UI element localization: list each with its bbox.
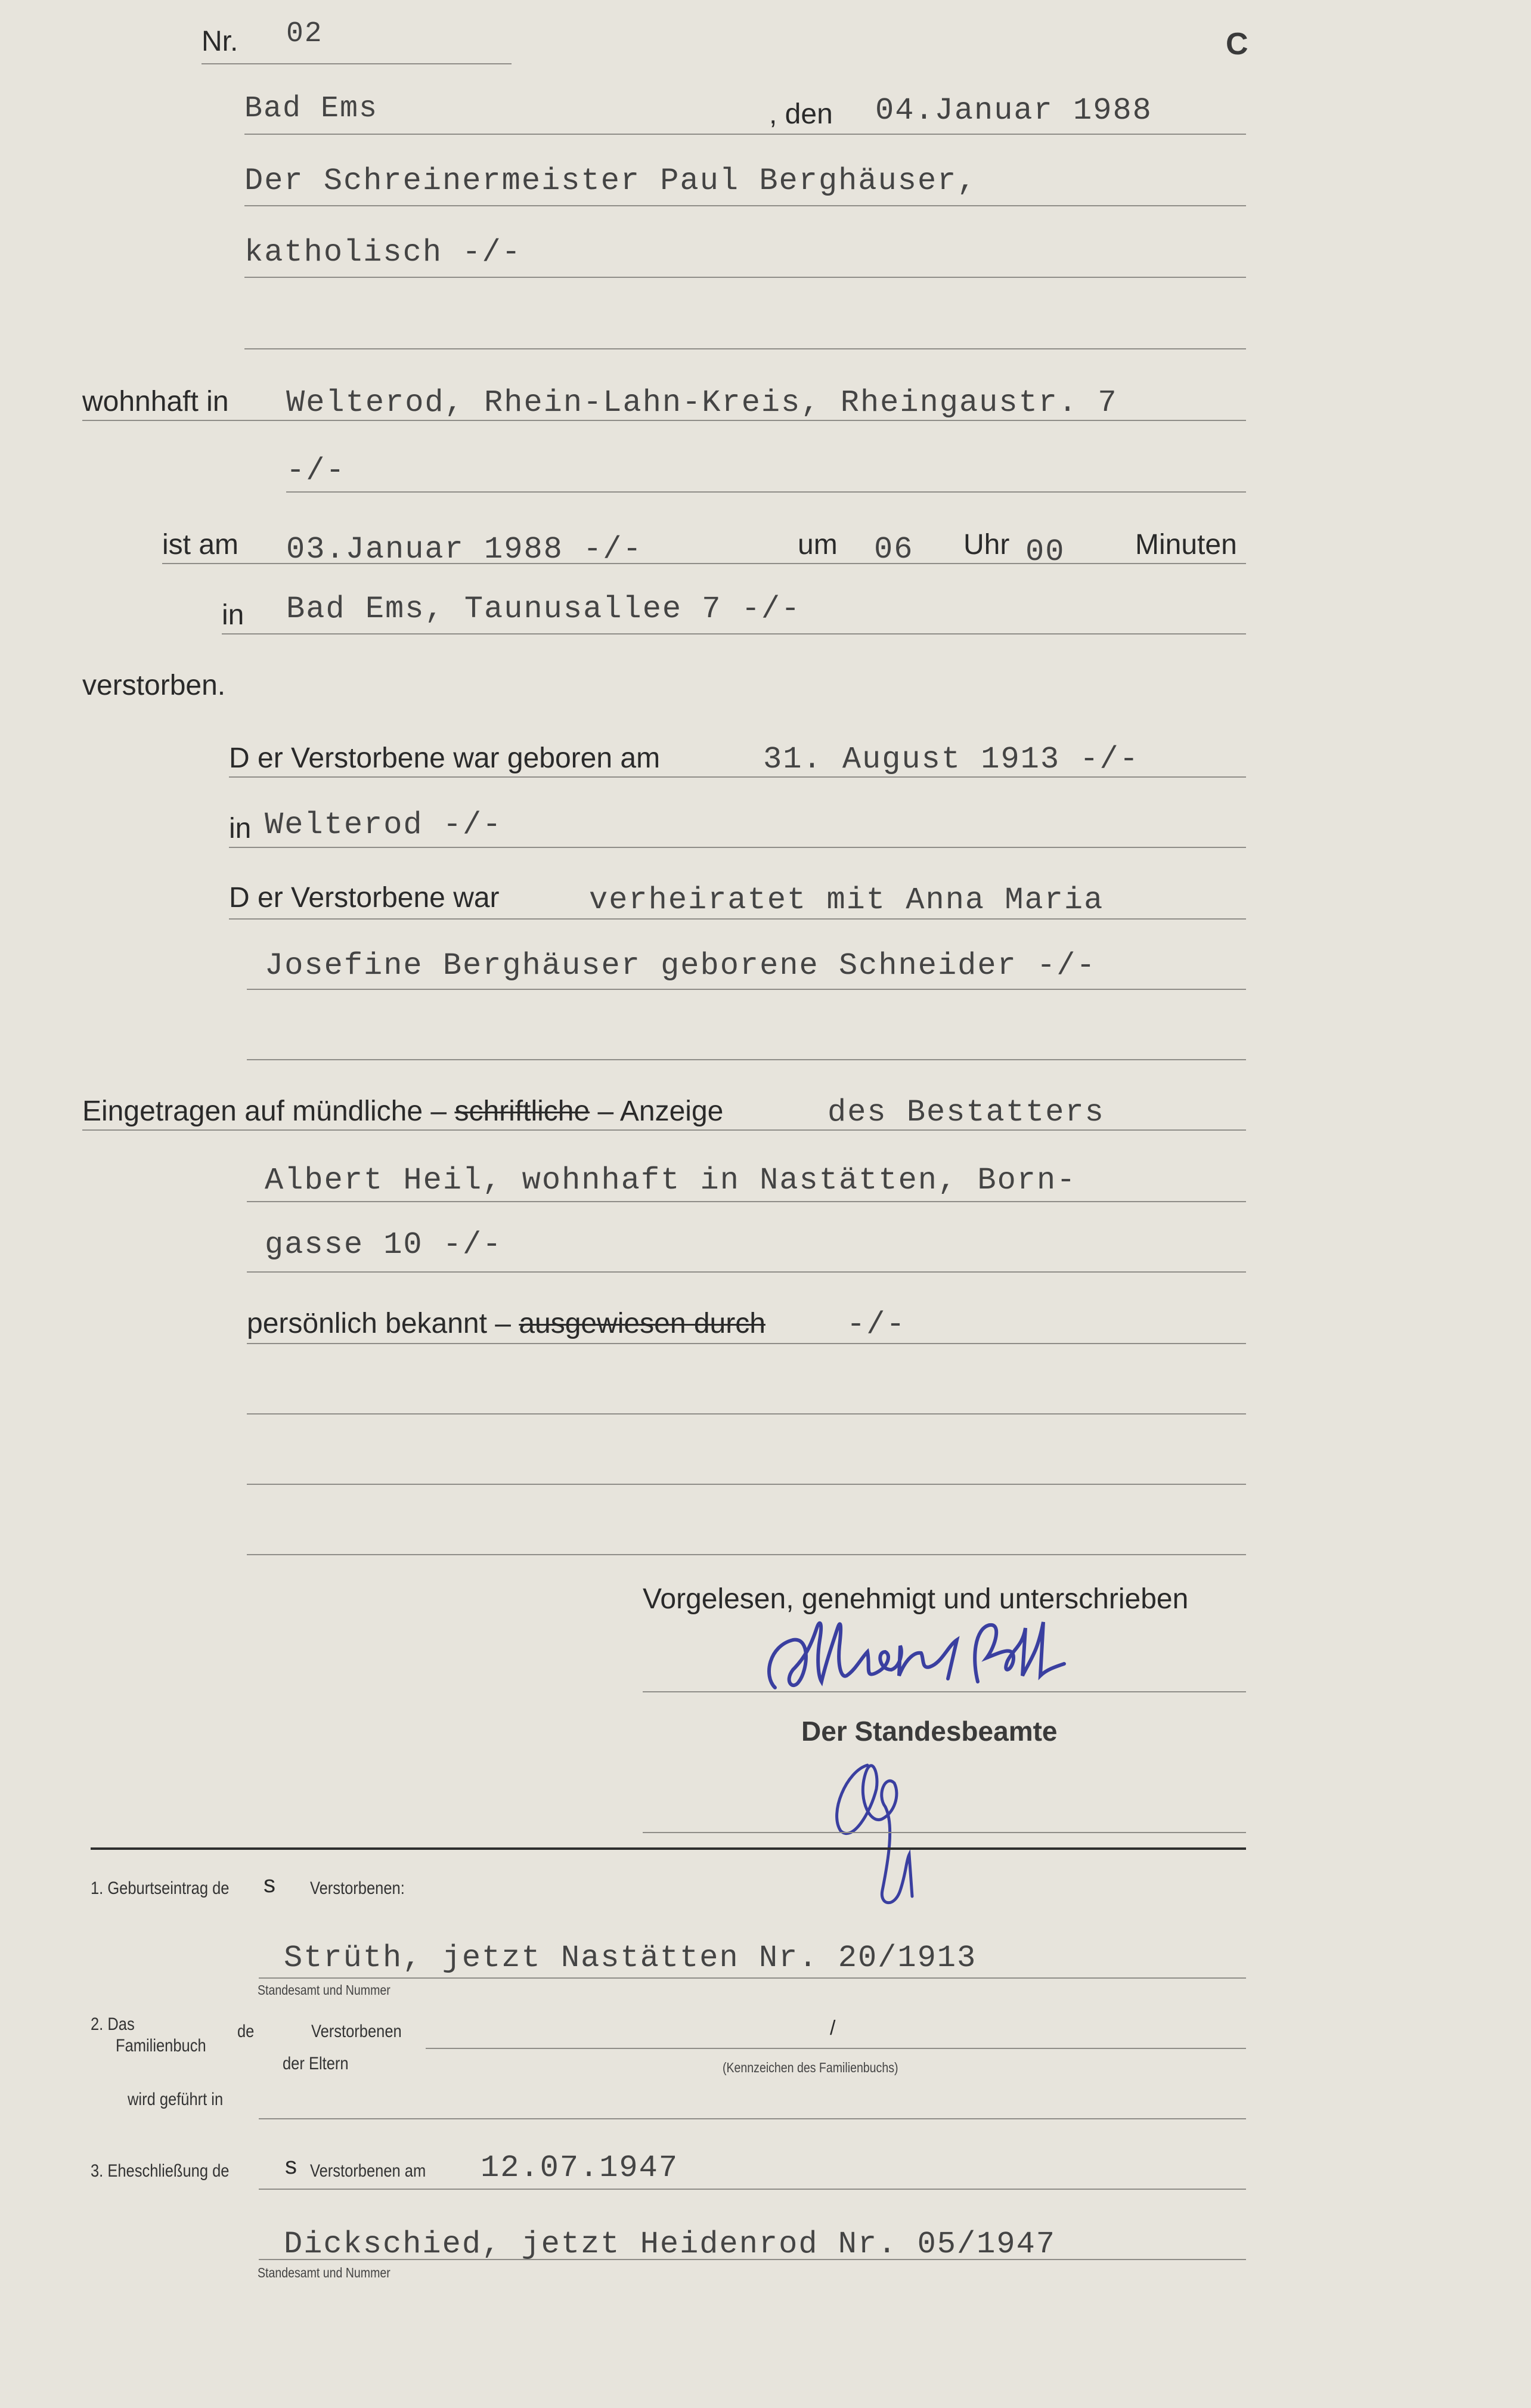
birth-in-label: in — [229, 813, 252, 844]
fn3-standesamt-label: Standesamt und Nummer — [258, 2265, 391, 2280]
uhr-label: Uhr — [963, 529, 1010, 561]
fn2-slash: / — [830, 2017, 836, 2039]
death-minutes: 00 — [1025, 534, 1065, 569]
fn1-value: Strüth, jetzt Nastätten Nr. 20/1913 — [284, 1940, 977, 1976]
fn3-date: 12.07.1947 — [481, 2150, 679, 2186]
rule-18 — [247, 1413, 1246, 1415]
rule-10 — [229, 847, 1246, 848]
rule-20 — [247, 1554, 1246, 1555]
fn1-label: 1. Geburtseintrag de — [91, 1878, 230, 1898]
marital-line1: verheiratet mit Anna Maria — [589, 883, 1104, 918]
identity-struck: ausgewiesen durch — [519, 1308, 766, 1339]
fn2-eltern: der Eltern — [283, 2054, 349, 2073]
um-label: um — [798, 529, 838, 561]
birth-label: D er Verstorbene war geboren am — [229, 742, 661, 774]
death-hour: 06 — [874, 532, 914, 567]
fn3-s: s — [285, 2153, 297, 2179]
rule-3 — [244, 277, 1246, 278]
den-label: , den — [769, 98, 833, 130]
rule-9 — [229, 776, 1246, 778]
fn2-de: de — [237, 2022, 255, 2041]
death-date: 03.Januar 1988 -/- — [286, 532, 643, 567]
declarant-line2: katholisch -/- — [244, 235, 522, 270]
fn2-label-a: 2. Das — [91, 2014, 135, 2034]
section-divider — [91, 1847, 1246, 1850]
rule-12 — [247, 989, 1246, 990]
fn3-value: Dickschied, jetzt Heidenrod Nr. 05/1947 — [284, 2227, 1056, 2262]
rule-24 — [426, 2048, 1246, 2049]
fn2-kennzeichen: (Kennzeichen des Familienbuchs) — [723, 2060, 898, 2075]
death-place: Bad Ems, Taunusallee 7 -/- — [286, 592, 801, 627]
rule-16 — [247, 1271, 1246, 1273]
nr-value: 02 — [286, 18, 323, 50]
rule-5 — [82, 420, 1246, 421]
notification-struck: schriftliche — [454, 1095, 590, 1127]
rule-1 — [244, 134, 1246, 135]
corner-letter: C — [1226, 27, 1248, 61]
fn3-label: 3. Eheschließung de — [91, 2161, 230, 2181]
fn3-suffix: Verstorbenen am — [310, 2161, 426, 2181]
fn1-standesamt-label: Standesamt und Nummer — [258, 1982, 391, 1998]
rule-21 — [643, 1691, 1246, 1692]
nr-label: Nr. — [202, 26, 238, 57]
birth-date: 31. August 1913 -/- — [763, 742, 1139, 777]
rule-8 — [222, 633, 1246, 635]
fn2-label-b: Familienbuch — [116, 2036, 206, 2056]
rule-7 — [162, 563, 1246, 564]
verstorben-label: verstorben. — [82, 670, 226, 701]
minuten-label: Minuten — [1135, 529, 1237, 561]
residence-label: wohnhaft in — [82, 386, 229, 417]
identity-prefix: persönlich bekannt – — [247, 1308, 511, 1339]
rule-19 — [247, 1484, 1246, 1485]
death-in-label: in — [222, 599, 244, 631]
identity-label — [247, 1307, 766, 1340]
notification-label — [82, 1095, 723, 1128]
rule-15 — [247, 1201, 1246, 1202]
declarant-line1: Der Schreinermeister Paul Berghäuser, — [244, 163, 977, 199]
notification-value-line1: Albert Heil, wohnhaft in Nastätten, Born- — [265, 1163, 1077, 1198]
rule-14 — [82, 1129, 1246, 1131]
rule-17 — [247, 1343, 1246, 1344]
notification-value-line2: gasse 10 -/- — [265, 1227, 503, 1262]
fn2-verstorbenen: Verstorbenen — [311, 2022, 402, 2041]
rule-6 — [286, 491, 1246, 493]
marital-label: D er Verstorbene war — [229, 882, 500, 914]
rule-13 — [247, 1059, 1246, 1060]
registration-place: Bad Ems — [244, 92, 379, 126]
read-approved-text: Vorgelesen, genehmigt und unterschrieben — [643, 1583, 1189, 1615]
residence-line2: -/- — [286, 453, 346, 488]
marital-line2: Josefine Berghäuser geborene Schneider -/- — [265, 948, 1096, 983]
notification-prefix: Eingetragen auf mündliche – — [82, 1095, 447, 1127]
residence-line1: Welterod, Rhein-Lahn-Kreis, Rheingaustr. 7 — [286, 385, 1118, 420]
rule-2 — [244, 205, 1246, 206]
fn1-s: s — [264, 1871, 275, 1898]
rule-4 — [244, 348, 1246, 349]
rule-26 — [259, 2189, 1246, 2190]
nr-underline — [202, 63, 512, 64]
birth-place: Welterod -/- — [265, 807, 503, 843]
identity-value: -/- — [847, 1307, 906, 1342]
official-signature — [811, 1741, 942, 1914]
rule-27 — [259, 2259, 1246, 2260]
rule-11 — [229, 918, 1246, 920]
rule-22 — [643, 1832, 1246, 1833]
official-title: Der Standesbeamte — [801, 1716, 1058, 1747]
fn2-gefuehrt: wird geführt in — [128, 2090, 224, 2109]
ist-am-label: ist am — [162, 529, 239, 561]
registration-date: 04.Januar 1988 — [875, 93, 1152, 128]
rule-25 — [259, 2118, 1246, 2119]
notification-value-line0: des Bestatters — [828, 1095, 1105, 1130]
notification-suffix: – Anzeige — [597, 1095, 724, 1127]
fn1-suffix: Verstorbenen: — [310, 1878, 405, 1898]
rule-23 — [259, 1977, 1246, 1979]
